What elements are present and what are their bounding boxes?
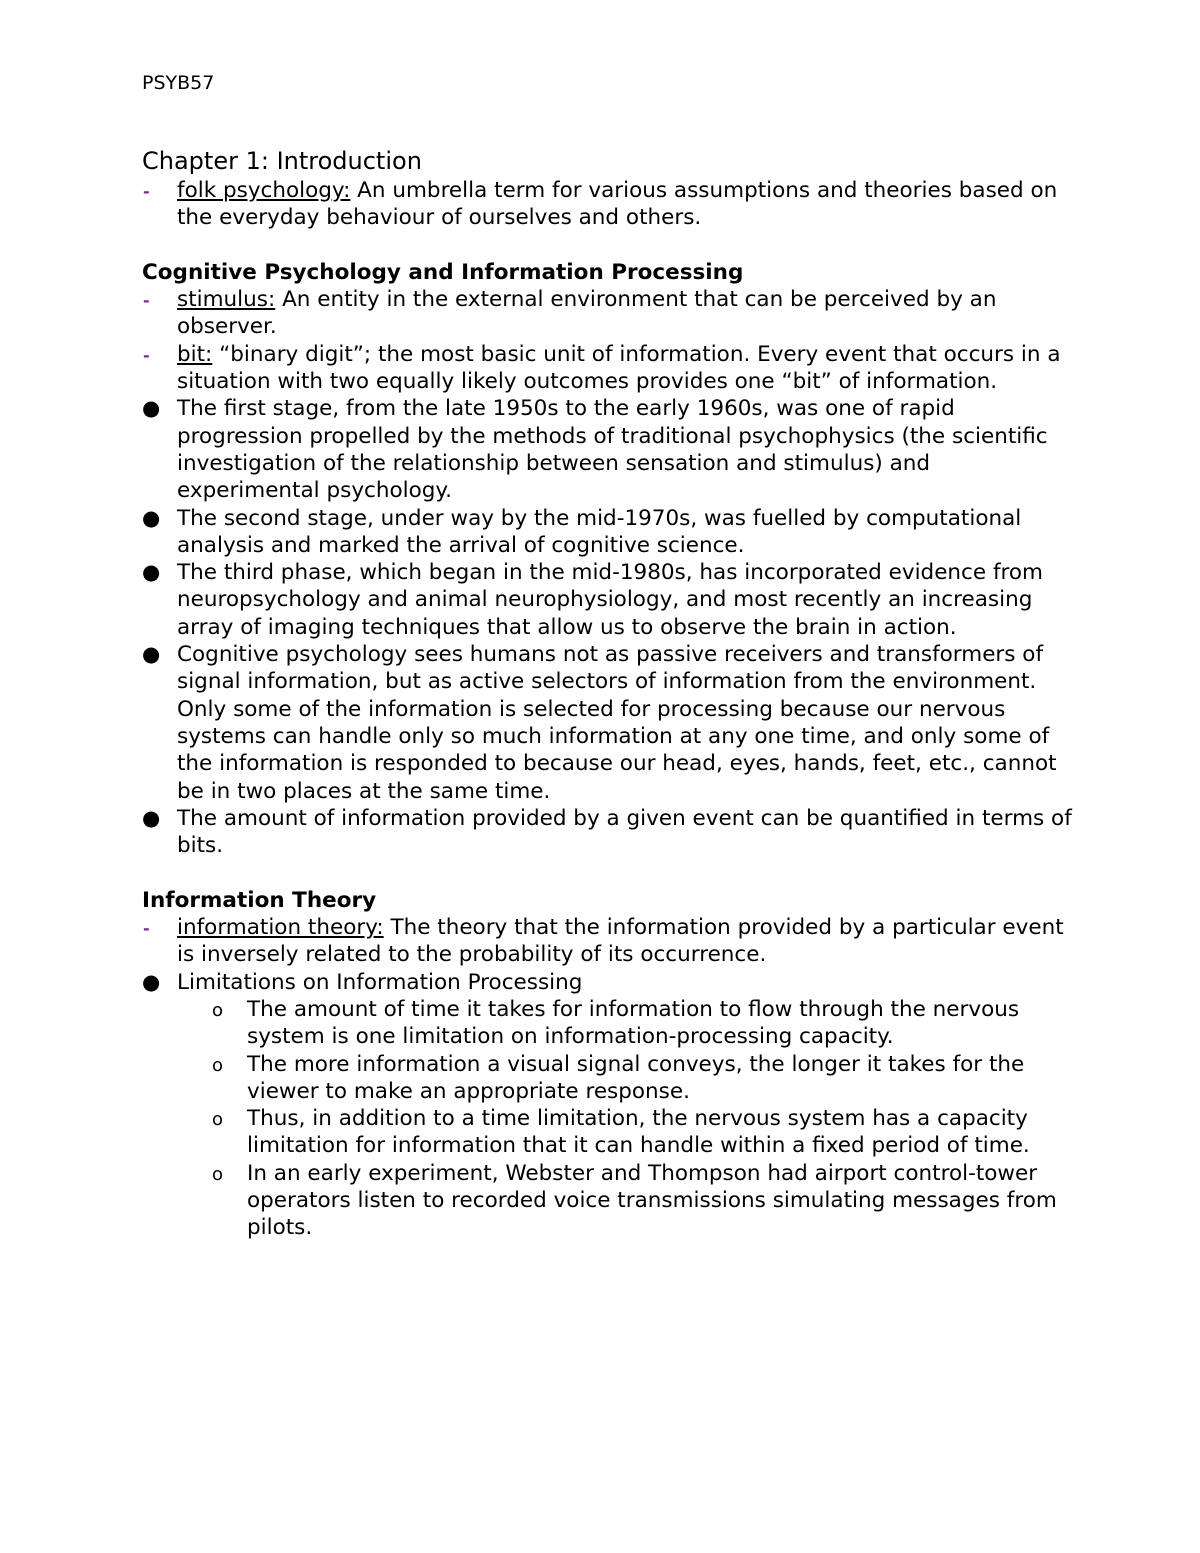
bullet-item	[142, 559, 1072, 641]
bullet-text: The amount of information provided by a given event can be quantified in terms of bits.	[177, 805, 1072, 859]
dot-bullet-icon: ●	[142, 805, 161, 830]
sub-bullet-list	[212, 996, 1072, 1242]
definition-text: “binary digit”; the most basic unit of information. Every event that occurs in a situation with two equally likely outcomes provides one “bit” of information.	[177, 341, 1061, 395]
dash-bullet-icon: -	[143, 919, 150, 939]
definition-term: stimulus:	[177, 287, 276, 313]
chapter-title: Chapter 1: Introduction	[142, 147, 422, 175]
circle-bullet-icon: o	[212, 1054, 224, 1076]
sub-bullet-text: The amount of time it takes for information to flow through the nervous system is one limitation on information-processing capacity.	[247, 996, 1020, 1050]
dot-bullet-icon: ●	[142, 642, 161, 667]
circle-bullet-icon: o	[212, 999, 224, 1021]
definition-item	[142, 914, 1072, 969]
section1-list	[142, 286, 1072, 859]
section-heading-information-theory: Information Theory	[142, 887, 377, 913]
definition-term: folk psychology:	[177, 178, 351, 203]
document-page	[142, 70, 1072, 1242]
bullet-text: The first stage, from the late 1950s to the early 1960s, was one of rapid progression propelled by the methods of traditional psychophysics (the scientific investigation of the relationship between sensation and stimulus) and experimental psychology.	[177, 396, 1048, 504]
bullet-item	[142, 969, 1072, 996]
course-code-header: PSYB57	[142, 72, 215, 94]
bullet-text: Limitations on Information Processing	[177, 969, 583, 995]
dot-bullet-icon: ●	[142, 969, 161, 994]
dash-bullet-icon: -	[143, 182, 150, 201]
bullet-text: The second stage, under way by the mid-1970s, was fuelled by computational analysis and marked the arrival of cognitive science.	[177, 505, 1022, 558]
definition-term: bit:	[177, 341, 213, 367]
sub-bullet-text: The more information a visual signal conveys, the longer it takes for the viewer to make an appropriate response.	[247, 1051, 1025, 1104]
bullet-text: The third phase, which began in the mid-1980s, has incorporated evidence from neuropsychology and animal neurophysiology, and most recently an increasing array of imaging techniques that allow us to observe the brain in action.	[177, 560, 1043, 640]
dot-bullet-icon: ●	[142, 560, 161, 585]
dash-bullet-icon: -	[143, 345, 150, 365]
sub-bullet-item	[212, 1105, 1072, 1160]
circle-bullet-icon: o	[212, 1109, 224, 1131]
chapter-definition-list	[142, 177, 1072, 232]
bullet-item	[142, 395, 1072, 504]
section2-list	[142, 914, 1072, 996]
definition-text: An entity in the external environment that can be perceived by an observer.	[177, 287, 997, 340]
definition-item	[142, 177, 1072, 232]
sub-bullet-item	[212, 1051, 1072, 1106]
definition-item	[142, 341, 1072, 396]
dash-bullet-icon: -	[143, 291, 150, 311]
section-heading-cognitive-psychology: Cognitive Psychology and Information Processing	[142, 259, 744, 285]
dot-bullet-icon: ●	[142, 505, 161, 530]
definition-term: information theory:	[177, 915, 384, 941]
sub-bullet-text: Thus, in addition to a time limitation, the nervous system has a capacity limitation for information that it can handle within a fixed period of time.	[247, 1106, 1030, 1159]
sub-bullet-item	[212, 996, 1072, 1051]
definition-item	[142, 286, 1072, 341]
bullet-text: Cognitive psychology sees humans not as passive receivers and transformers of signal information, but as active selectors of information from the environment. Only some of the information is selected for processing because our nervous systems can handle only so much information at any one time, and only some of the information is responded to because our head, eyes, hands, feet, etc., cannot be in two places at the same time.	[177, 642, 1057, 804]
sub-bullet-text: In an early experiment, Webster and Thompson had airport control-tower operators listen to recorded voice transmissions simulating messages from pilots.	[247, 1160, 1057, 1241]
definition-text: An umbrella term for various assumptions and theories based on the everyday behaviour of ourselves and others.	[177, 178, 1058, 231]
sub-bullet-item	[212, 1160, 1072, 1242]
dot-bullet-icon: ●	[142, 396, 161, 421]
bullet-item	[142, 505, 1072, 560]
definition-text: The theory that the information provided by a particular event is inversely related to the probability of its occurrence.	[177, 915, 1064, 968]
bullet-item	[142, 805, 1072, 860]
bullet-item	[142, 641, 1072, 805]
circle-bullet-icon: o	[212, 1163, 224, 1185]
